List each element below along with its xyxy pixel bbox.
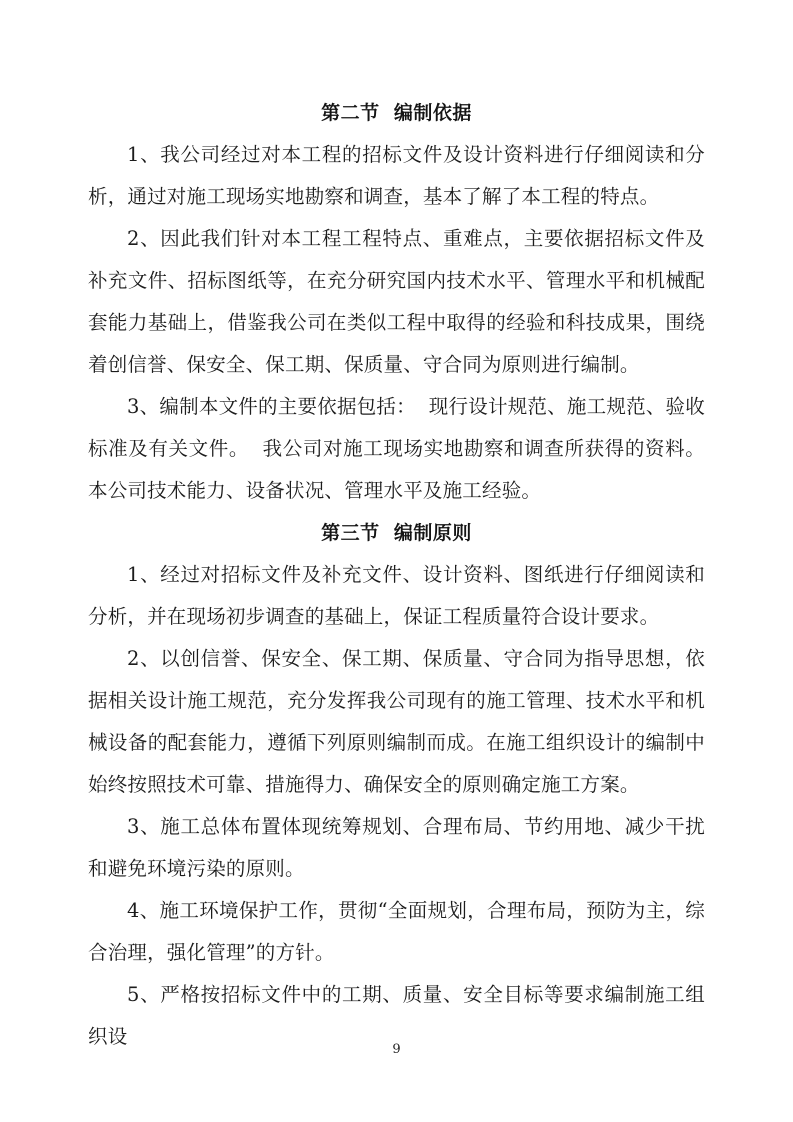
- paragraph-s3-3: 3、施工总体布置体现统筹规划、合理布局、节约用地、减少干扰和避免环境污染的原则。: [88, 815, 705, 880]
- paragraph-s2-3: 3、编制本文件的主要依据包括： 现行设计规范、施工规范、验收标准及有关文件。 我公司对施工现场实地勘察和调查所获得的资料。 本公司技术能力、设备状况、管理水平及施工经验。: [88, 395, 718, 502]
- section-heading-3: 第三节 编制原则: [321, 522, 472, 544]
- paragraph-s3-1: 1、经过对招标文件及补充文件、设计资料、图纸进行仔细阅读和分析，并在现场初步调查的基础上，保证工程质量符合设计要求。: [88, 563, 705, 628]
- section-heading-2: 第二节 编制依据: [321, 102, 472, 124]
- page-content: [88, 92, 718, 1058]
- paragraph-s2-1: 1、我公司经过对本工程的招标文件及设计资料进行仔细阅读和分析，通过对施工现场实地勘察和调查，基本了解了本工程的特点。: [88, 143, 705, 208]
- paragraph-s3-2: 2、以创信誉、保安全、保工期、保质量、守合同为指导思想，依据相关设计施工规范，充分发挥我公司现有的施工管理、技术水平和机械设备的配套能力，遵循下列原则编制而成。在施工组织设计的编制中始终按照技术可靠、措施得力、确保安全的原则确定施工方案。: [88, 647, 705, 796]
- paragraph-s2-2: 2、因此我们针对本工程工程特点、重难点，主要依据招标文件及补充文件、招标图纸等，在充分研究国内技术水平、管理水平和机械配套能力基础上，借鉴我公司在类似工程中取得的经验和科技成果，围绕着创信誉、保安全、保工期、保质量、守合同为原则进行编制。: [88, 227, 705, 376]
- page-number: 9: [392, 1042, 401, 1057]
- paragraph-s3-4: 4、施工环境保护工作，贯彻“全面规划，合理布局，预防为主，综合治理，强化管理”的方针。: [88, 899, 705, 964]
- paragraph-s3-5: 5、严格按招标文件中的工期、质量、安全目标等要求编制施工组织设: [88, 983, 705, 1048]
